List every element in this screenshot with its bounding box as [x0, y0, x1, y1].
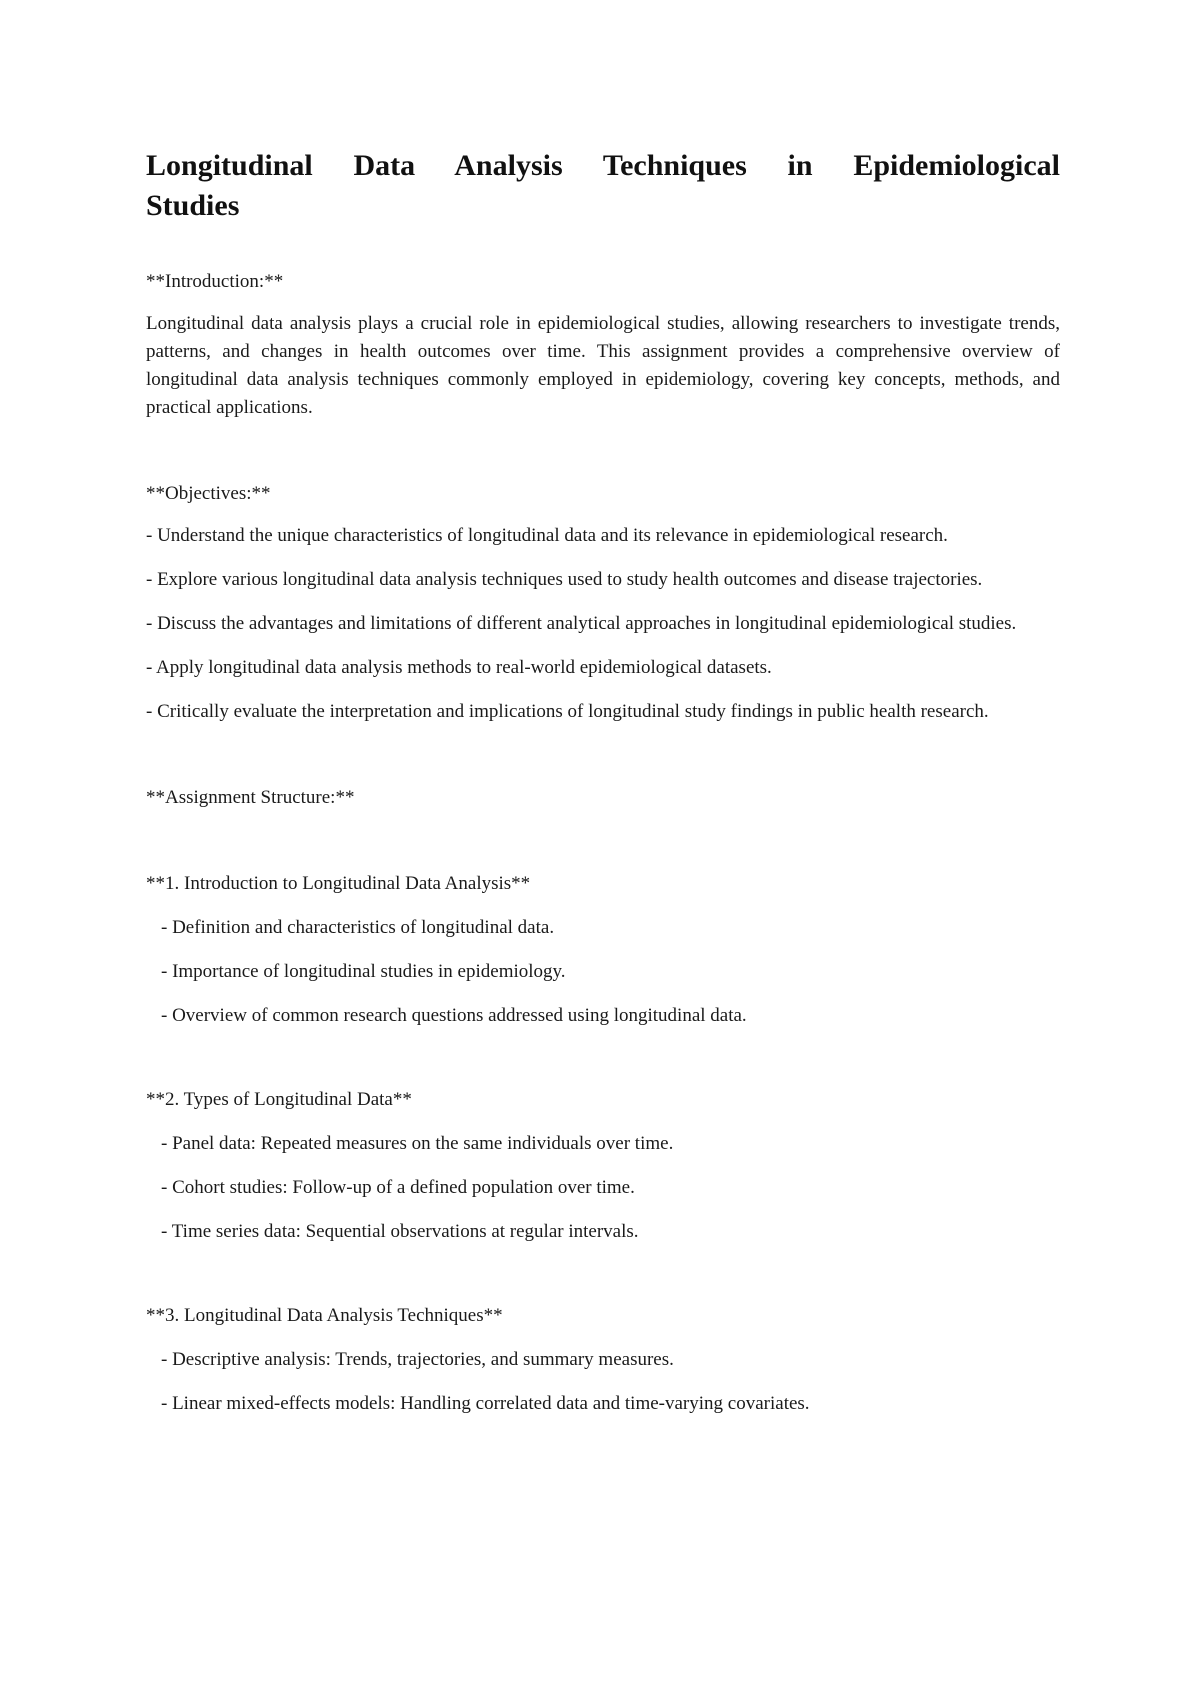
section-heading: **2. Types of Longitudinal Data** — [146, 1089, 412, 1110]
section-item: - Cohort studies: Follow-up of a defined population over time. — [161, 1177, 635, 1198]
section-item: - Overview of common research questions addressed using longitudinal data. — [161, 1005, 747, 1026]
introduction-heading: **Introduction:** — [146, 271, 284, 292]
objective-item: - Understand the unique characteristics of longitudinal data and its relevance in epidemiological research. — [146, 525, 948, 546]
section-item: - Panel data: Repeated measures on the same individuals over time. — [161, 1133, 674, 1154]
objective-item: - Explore various longitudinal data analysis techniques used to study health outcomes and disease trajectories. — [146, 569, 983, 590]
title-line-2: Studies — [146, 189, 240, 222]
objective-item: - Critically evaluate the interpretation and implications of longitudinal study findings in public health research. — [146, 701, 989, 722]
document-title — [146, 146, 1060, 226]
section-item: - Importance of longitudinal studies in epidemiology. — [161, 961, 566, 982]
section-item: - Linear mixed-effects models: Handling correlated data and time-varying covariates. — [161, 1393, 810, 1414]
introduction-paragraph: Longitudinal data analysis plays a crucial role in epidemiological studies, allowing researchers to investigate trends, patterns, and changes in health outcomes over time. This assignment provides a comprehensive overview of longitudinal data analysis techniques commonly employed in epidemiology, covering key concepts, methods, and practical applications. — [146, 313, 1060, 418]
objective-item: - Discuss the advantages and limitations of different analytical approaches in longitudinal epidemiological studies. — [146, 613, 1017, 634]
objective-item: - Apply longitudinal data analysis methods to real-world epidemiological datasets. — [146, 657, 772, 678]
section-item: - Descriptive analysis: Trends, trajectories, and summary measures. — [161, 1349, 674, 1370]
assignment-structure-heading: **Assignment Structure:** — [146, 787, 355, 808]
title-line-1: Longitudinal Data Analysis Techniques in Epidemiological — [146, 149, 1060, 182]
section-item: - Definition and characteristics of longitudinal data. — [161, 917, 555, 938]
objectives-heading: **Objectives:** — [146, 483, 271, 504]
section-heading: **1. Introduction to Longitudinal Data Analysis** — [146, 873, 531, 894]
section-heading: **3. Longitudinal Data Analysis Techniques** — [146, 1305, 503, 1326]
document-page — [146, 146, 1060, 1418]
section-item: - Time series data: Sequential observations at regular intervals. — [161, 1221, 639, 1242]
